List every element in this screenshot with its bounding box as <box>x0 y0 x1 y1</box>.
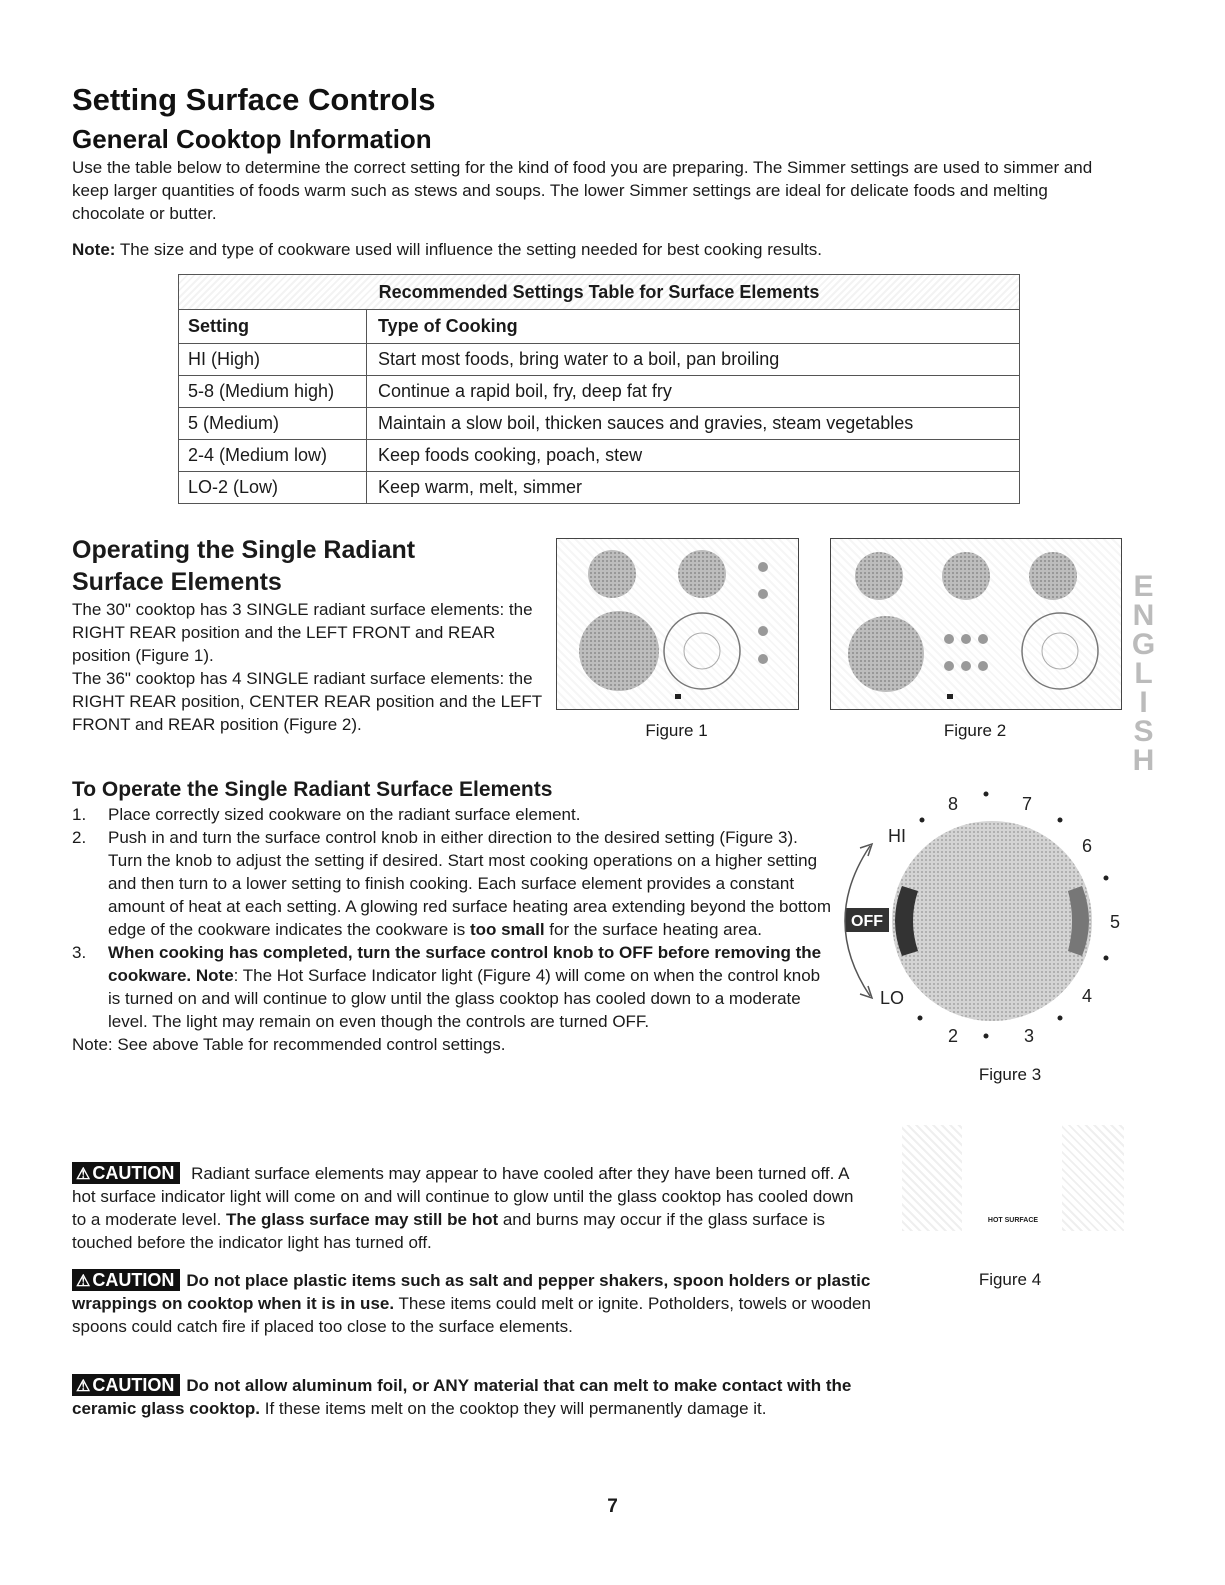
arrow-head-bottom <box>860 986 872 998</box>
label-8: 8 <box>948 794 959 814</box>
figure-3-caption: Figure 3 <box>978 1065 1042 1084</box>
step-2-bold: too small <box>469 920 545 939</box>
caution-1-text-a: Radiant surface elements may appear to have cooled after they have been turned off. A hot surface indicator light will come on and will continue to glow until the glass cooktop has cooled down to a moderate level. <box>72 1164 854 1229</box>
indicator-light <box>947 694 953 699</box>
cooktop-36-illustration <box>831 539 1121 709</box>
steps-note: Note: See above Table for recommended control settings. <box>72 1035 506 1054</box>
cooktop-30-illustration <box>557 539 798 709</box>
step-number: 2. <box>72 828 87 847</box>
caution-3-bold: Do not allow aluminum foil, or ANY material that can melt to make contact with the ceramic glass cooktop. <box>72 1376 852 1418</box>
table-cell: Start most foods, bring water to a boil, pan broiling <box>378 349 780 369</box>
caution-1 <box>72 1162 872 1254</box>
table-row <box>179 376 1019 408</box>
note-text: The size and type of cookware used will influence the setting needed for best cooking results. <box>115 240 822 259</box>
caution-badge <box>72 1162 180 1184</box>
table-cell: Keep foods cooking, poach, stew <box>378 445 643 465</box>
label-lo: LO <box>880 988 905 1008</box>
header-type: Type of Cooking <box>378 316 518 336</box>
label-2: 2 <box>948 1026 959 1046</box>
burner-right-front-inner <box>684 633 720 669</box>
figure-1-caption: Figure 1 <box>645 721 708 740</box>
knob-icons <box>944 634 988 671</box>
table-cell: LO-2 (Low) <box>179 472 367 503</box>
step-2-text-b: for the surface heating area. <box>544 920 762 939</box>
label-hi: HI <box>888 826 906 846</box>
table-row <box>179 472 1019 503</box>
caution-2-bold: Do not place plastic items such as salt and pepper shakers, spoon holders or plastic wrappings on cooktop when it is in use. <box>72 1271 871 1313</box>
table-row <box>179 344 1019 376</box>
figure-3-knob <box>820 786 1140 1046</box>
step-number: 1. <box>72 805 87 824</box>
label-5: 5 <box>1110 912 1121 932</box>
burner-right-front-inner <box>1042 633 1078 669</box>
operating-text-36: The 36" cooktop has 4 SINGLE radiant surface elements: the RIGHT REAR position, CENTER REAR position and the LEFT FRONT and REAR position (Figure 2). <box>72 669 542 734</box>
control-knob-illustration <box>820 786 1140 1046</box>
step-number: 3. <box>72 943 87 962</box>
arrow-head-top <box>860 844 872 856</box>
language-side-tab: ENGLISH <box>1127 570 1160 773</box>
burner-right-front-outline <box>1022 613 1098 689</box>
table-row <box>179 408 1019 440</box>
burner-right-rear <box>1029 552 1077 600</box>
label-4: 4 <box>1082 986 1093 1006</box>
page-number: 7 <box>607 1496 618 1517</box>
knob-body <box>892 821 1092 1021</box>
burner-left-front <box>579 611 659 691</box>
table-cell: HI (High) <box>179 344 367 375</box>
header-setting: Setting <box>179 310 367 343</box>
caution-3 <box>72 1374 872 1420</box>
label-6: 6 <box>1082 836 1093 856</box>
note-label: Note: <box>72 240 116 259</box>
burner-right-rear <box>678 550 726 598</box>
caution-1-bold: The glass surface may still be hot <box>226 1210 499 1229</box>
step-3-bold: When cooking has completed, turn the surface control knob to OFF before removing the cookware. Note <box>108 943 822 985</box>
table-row <box>179 440 1019 472</box>
figure-2-cooktop <box>830 538 1122 710</box>
burner-left-front <box>848 616 924 692</box>
caution-2-text: These items could melt or ignite. Potholders, towels or wooden spoons could catch fire if placed too close to the surface elements. <box>72 1294 871 1336</box>
caution-badge <box>72 1374 180 1396</box>
caution-1-text-b: and burns may occur if the glass surface is touched before the indicator light has turned off. <box>72 1210 826 1252</box>
table-title: Recommended Settings Table for Surface Elements <box>179 275 1019 310</box>
table-cell: Keep warm, melt, simmer <box>378 477 583 497</box>
figure-2-caption: Figure 2 <box>943 721 1007 740</box>
indicator-light <box>675 694 681 699</box>
intro-paragraph: Use the table below to determine the correct setting for the kind of food you are preparing. The Simmer settings are used to simmer and keep larger quantities of foods warm such as stews and soups. The lower Simmer settings are ideal for delicate foods and melting chocolate or butter. <box>72 158 1093 223</box>
step-1-text: Place correctly sized cookware on the radiant surface element. <box>108 805 581 824</box>
list-item <box>72 826 832 941</box>
warning-icon: ⚠ <box>76 1273 91 1290</box>
burner-left-rear <box>588 550 636 598</box>
step-3-text: : The Hot Surface Indicator light (Figure 4) will come on when the control knob is turned on and will continue to glow until the glass cooktop has cooled down to a moderate level. The light may remain on even though the controls are turned OFF. <box>108 966 821 1031</box>
page-title: Setting Surface Controls <box>72 82 436 117</box>
hot-surface-label: HOT SURFACE <box>987 1217 1039 1224</box>
caution-label: CAUTION <box>92 1163 175 1183</box>
settings-table <box>178 274 1020 504</box>
operating-heading-line2: Surface Elements <box>72 568 282 596</box>
figure-4-indicator <box>902 1125 1124 1231</box>
table-header-row <box>179 310 1019 344</box>
indicator-panel <box>962 1125 1062 1231</box>
steps-list <box>72 803 832 1056</box>
figure-1-cooktop <box>556 538 799 710</box>
caution-label: CAUTION <box>92 1270 175 1290</box>
knob-icons <box>758 562 768 664</box>
section-subtitle: General Cooktop Information <box>72 124 432 154</box>
warning-icon: ⚠ <box>76 1378 91 1395</box>
burner-right-front-outline <box>664 613 740 689</box>
operating-heading <box>72 534 532 598</box>
burner-left-rear <box>855 552 903 600</box>
caution-label: CAUTION <box>92 1375 175 1395</box>
burner-center-rear <box>942 552 990 600</box>
note-paragraph <box>72 238 1122 261</box>
to-operate-heading: To Operate the Single Radiant Surface Elements <box>72 778 553 801</box>
table-cell: 5 (Medium) <box>179 408 367 439</box>
caution-3-text: If these items melt on the cooktop they will permanently damage it. <box>260 1399 767 1418</box>
caution-2 <box>72 1269 872 1338</box>
table-cell: Maintain a slow boil, thicken sauces and gravies, steam vegetables <box>378 413 914 433</box>
label-3: 3 <box>1024 1026 1035 1046</box>
caution-badge <box>72 1269 180 1291</box>
table-cell: Continue a rapid boil, fry, deep fat fry <box>378 381 672 401</box>
warning-icon: ⚠ <box>76 1166 91 1183</box>
table-cell: 2-4 (Medium low) <box>179 440 367 471</box>
off-label: OFF <box>851 913 883 930</box>
table-cell: 5-8 (Medium high) <box>179 376 367 407</box>
list-item <box>72 803 832 826</box>
list-item <box>72 941 832 1033</box>
operating-heading-line1: Operating the Single Radiant <box>72 536 416 564</box>
operating-text-30: The 30" cooktop has 3 SINGLE radiant surface elements: the RIGHT REAR position and the LEFT FRONT and REAR position (Figure 1). <box>72 600 533 665</box>
operating-text <box>72 598 542 736</box>
label-7: 7 <box>1022 794 1033 814</box>
step-2-text-a: Push in and turn the surface control knob in either direction to the desired setting (Figure 3). Turn the knob to adjust the setting if desired. Start most cooking operations on a higher setting and then turn to a lower setting to finish cooking. Each surface element provides a constant amount of heat at each setting. A glowing red surface heating area extending beyond the bottom edge of the cookware indicates the cookware is <box>108 828 831 939</box>
figure-4-caption: Figure 4 <box>978 1270 1042 1289</box>
